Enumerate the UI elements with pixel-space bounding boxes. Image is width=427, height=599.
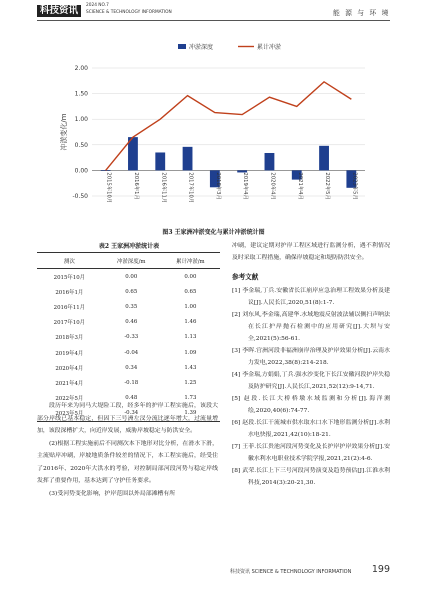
y-axis-title: 冲淤变化/m (60, 113, 68, 151)
table-cell: 0.65 (184, 288, 197, 295)
y-axis-label (59, 113, 68, 150)
table-cell: 1.46 (184, 319, 197, 326)
reference-item: [1] 李金瑞,丁兵.安徽省长江崩岸应急治理工程效果分析及建议[J].人民长江,2020,51(8):1-7. (232, 287, 390, 306)
scour-statistics-table (37, 252, 220, 422)
x-tick-label: 2016年1月 (132, 172, 139, 200)
table-cell: 2015年10月 (53, 274, 86, 281)
y-tick-label: 1.00 (74, 116, 88, 124)
table-cell: 0.46 (125, 319, 138, 326)
reference-list (232, 285, 390, 489)
table-cell: 0.35 (125, 303, 138, 310)
x-tick-label: 2016年11月 (160, 172, 167, 204)
table-cell: -0.34 (102, 406, 161, 422)
bar (265, 153, 275, 170)
table-cell: 2022年5月 (55, 396, 84, 403)
reference-item: [3] 李晖.官洲河段非福洲崩岸治理及护岸效果分析[J].云南水力发电,2022,38(8):214-218. (232, 347, 390, 366)
table-cell: 2016年11月 (53, 304, 86, 311)
journal-brand: 科技资讯 (37, 5, 81, 17)
legend-label: 冲淤深度 (189, 44, 214, 51)
bar (183, 147, 193, 171)
y-tick-label: 0.00 (74, 167, 88, 175)
table-row (37, 299, 220, 314)
reference-item: [5] 赵段.长江大桥桥墩水域监测和分析[J].海洋测绘,2020,40(6):74-77. (232, 395, 390, 414)
scour-deposition-chart (58, 38, 373, 220)
right-column (232, 240, 390, 489)
table-cell: 1.00 (184, 303, 197, 310)
table-cell: 2018年3月 (55, 335, 84, 342)
x-tick-label: 2020年4月 (269, 172, 276, 200)
journal-subtitle: SCIENCE & TECHNOLOGY INFORMATION (86, 10, 172, 15)
table-cell: 1.13 (184, 334, 197, 341)
table-body (37, 269, 220, 422)
cumulative-line (106, 82, 352, 171)
body-paragraph: 冲刷，建议定期对护岸工程区域进行监测分析，遇不利情况及时采取工程措施，确保岸坡稳定和堤防防洪安全。 (232, 243, 390, 262)
table-cell: 0.48 (125, 395, 138, 402)
table-cell: -0.33 (124, 334, 139, 341)
header-rule (37, 20, 390, 21)
table-cell: 2021年4月 (55, 380, 84, 387)
table-cell: 2017年10月 (53, 320, 86, 327)
y-tick-label: 1.50 (74, 90, 88, 98)
y-tick-label: -0.50 (72, 193, 88, 200)
x-tick-label: 2018年3月 (214, 172, 221, 200)
x-tick-label: 2017年10月 (187, 172, 194, 204)
figure-caption: 图3 王家洲冲淤变化与累计冲淤统计图 (162, 229, 265, 236)
issue-number: 2024 NO.7 (86, 3, 109, 8)
x-tick-label: 2022年5月 (324, 172, 331, 200)
table-cell: 0.34 (125, 364, 138, 371)
table-header-cell: 测次 (37, 253, 102, 269)
bar (101, 170, 111, 171)
table-cell: 2016年1月 (55, 289, 84, 296)
table-row (37, 375, 220, 390)
footer-journal: 科技资讯 SCIENCE & TECHNOLOGY INFORMATION (230, 569, 352, 575)
reference-item: [4] 李金瑞,方娟娟,丁兵.强水沙变化下长江安徽河段护岸失稳及防护研究[J].人民长江,2021,52(12):9-14,71. (232, 371, 390, 390)
table-cell: 1.25 (184, 379, 197, 386)
table-row (37, 284, 220, 299)
y-tick-label: 0.50 (74, 141, 88, 149)
table-cell: 0.65 (125, 288, 138, 295)
reference-item: [2] 刘东风,李金瑞,高建华.水域地震反射波法辅以侧扫声呐法在长江护岸抛石检测中的应用研究[J].大坝与安全,2021(5):56-61. (232, 311, 390, 342)
chart-legend (178, 43, 281, 51)
reference-item: [7] 王菲.长江贵池河段河势变化及长护岸护岸效果分析[J].安徽水利水电职业技术学院学报,2021,21(2):4-6. (232, 443, 390, 462)
references-title: 参考文献 (232, 272, 259, 281)
line-series (106, 82, 352, 171)
table-row (37, 269, 220, 285)
legend-swatch-bar (178, 44, 186, 49)
table-cell: -0.04 (124, 349, 139, 356)
table-cell: 1.09 (184, 349, 197, 356)
y-tick-label: 2.00 (74, 65, 88, 72)
y-axis-ticks (72, 65, 88, 200)
body-paragraph: 段历年来为同马大堤险工段，经多年的护岸工程实施后，该段大部分岸线已基本稳定，但因下三号洲左汊分流比逐年增大，过流量增加，该段深槽扩大，向近岸发展，威胁岸坡稳定与防洪安全。 (37, 403, 218, 434)
page-number: 199 (371, 564, 390, 575)
body-paragraph: (3)受河势变化影响，护岸范围以外局部滩槽有所 (49, 490, 176, 497)
table-cell: 1.39 (161, 406, 220, 422)
table-cell: 2023年5月 (37, 406, 102, 422)
table-cell: -0.18 (124, 379, 139, 386)
table-cell: 2020年4月 (55, 365, 84, 372)
reference-item: [6] 赵段.长江干流城市供水取水口水下地形监测分析[J].水利水电快报,2021,42(10):18-21. (232, 419, 390, 438)
x-tick-label: 2015年10月 (105, 172, 112, 204)
table-row (37, 330, 220, 345)
table-caption: 表2 王家洲冲淤统计表 (98, 243, 160, 250)
table-cell: 1.73 (184, 395, 197, 402)
x-axis-labels (106, 172, 360, 203)
reference-item: [8] 武荣.长江上下三号河段河势演变及趋势预估[J].江淮水利科技,2014(3):20-21,30. (232, 467, 390, 486)
table-header-cell: 累计冲淤/m (161, 253, 220, 269)
table-cell: 0.00 (125, 273, 138, 280)
body-paragraph: (2)根据工程实施前后不同测次本下地形对比分析，在滑水下滑，主流贴岸冲刷，岸坡地质条件较差的情况下，本工程实施后，经受住了2016年、2020年大洪水的考验，对控制局部河段河势与稳定岸线发挥了重要作用，基本达到了守护任务要求。 (37, 440, 218, 484)
x-tick-label: 2021年4月 (296, 172, 303, 200)
x-tick-label: 2023年5月 (351, 172, 358, 200)
table-header-row (37, 253, 220, 269)
table-header-cell: 冲淤深度/m (102, 253, 161, 269)
legend-label: 累计冲淤 (257, 44, 282, 51)
table-row (37, 345, 220, 360)
table-row (37, 360, 220, 375)
x-tick-label: 2019年4月 (242, 172, 249, 200)
table-cell: 1.43 (184, 364, 197, 371)
section-title: 能 源 与 环 境 (332, 9, 390, 17)
left-column-text (37, 400, 218, 500)
table-row (37, 315, 220, 330)
table-cell: 0.00 (184, 273, 197, 280)
bar (155, 152, 165, 170)
bar (319, 146, 329, 171)
table-cell: 2019年4月 (55, 350, 84, 357)
